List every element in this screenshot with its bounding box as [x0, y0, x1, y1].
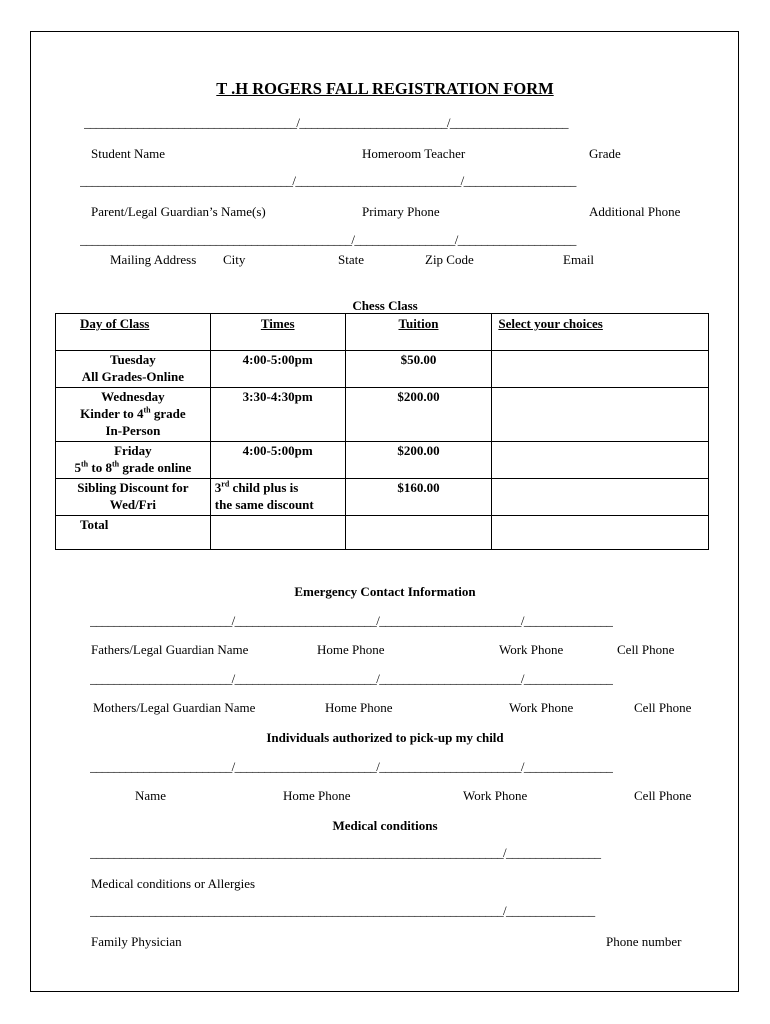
medical-conditions-label: Medical conditions or Allergies	[91, 876, 256, 891]
day-detail: All Grades-Online	[81, 369, 184, 384]
select-choice-cell[interactable]	[492, 479, 709, 516]
primary-phone-label: Primary Phone	[362, 204, 440, 219]
select-choices-header: Select your choices	[492, 314, 709, 351]
father-work-phone-label: Work Phone	[499, 642, 564, 657]
table-row	[56, 351, 709, 388]
times-cell: 4:00-5:00pm	[210, 351, 345, 388]
father-contact-line[interactable]: ________________________/________________________/________________________/_______________	[90, 614, 613, 628]
total-label: Total	[56, 516, 211, 550]
emergency-contact-heading: Emergency Contact Information	[294, 584, 476, 599]
mother-contact-line[interactable]: ________________________/________________________/________________________/_______________	[90, 672, 613, 686]
total-cell[interactable]	[345, 516, 492, 550]
day-name: Tuesday	[110, 352, 156, 367]
day-name: Wednesday	[101, 389, 165, 404]
state-label: State	[338, 252, 364, 267]
times-cell: 3rd child plus is the same discount	[210, 479, 345, 516]
table-header-row	[56, 314, 709, 351]
day-cell	[56, 442, 211, 479]
tuition-cell: $160.00	[345, 479, 492, 516]
times-cell: 4:00-5:00pm	[210, 442, 345, 479]
total-row	[56, 516, 709, 550]
medical-conditions-line[interactable]: ______________________________________________________________________/________________	[90, 846, 601, 860]
zip-code-label: Zip Code	[425, 252, 474, 267]
mother-name-label: Mothers/Legal Guardian Name	[93, 700, 256, 715]
day-mode: In-Person	[105, 423, 161, 438]
pickup-heading: Individuals authorized to pick-up my child	[266, 730, 504, 745]
day-cell	[56, 351, 211, 388]
mailing-address-label: Mailing Address	[110, 252, 197, 267]
table-row	[56, 442, 709, 479]
father-name-label: Fathers/Legal Guardian Name	[91, 642, 249, 657]
pickup-home-phone-label: Home Phone	[283, 788, 351, 803]
total-cell[interactable]	[210, 516, 345, 550]
tuition-cell: $50.00	[345, 351, 492, 388]
pickup-name-label: Name	[135, 788, 167, 803]
form-title: T .H ROGERS FALL REGISTRATION FORM	[216, 79, 554, 98]
homeroom-teacher-label: Homeroom Teacher	[362, 146, 466, 161]
select-choice-cell[interactable]	[492, 442, 709, 479]
tuition-header: Tuition	[345, 314, 492, 351]
email-label: Email	[563, 252, 595, 267]
pickup-work-phone-label: Work Phone	[463, 788, 528, 803]
city-label: City	[223, 252, 246, 267]
select-choice-cell[interactable]	[492, 351, 709, 388]
table-row	[56, 388, 709, 442]
father-home-phone-label: Home Phone	[317, 642, 385, 657]
day-of-class-header: Day of Class	[56, 314, 211, 351]
guardian-info-line[interactable]: ____________________________________/____________________________/___________________	[80, 174, 576, 188]
mother-home-phone-label: Home Phone	[325, 700, 393, 715]
chess-class-caption: Chess Class	[352, 298, 418, 313]
times-cell: 3:30-4:30pm	[210, 388, 345, 442]
mother-work-phone-label: Work Phone	[509, 700, 574, 715]
physician-phone-label: Phone number	[606, 934, 682, 949]
day-detail: Kinder to 4th grade	[80, 405, 186, 421]
guardian-name-label: Parent/Legal Guardian’s Name(s)	[91, 204, 266, 219]
day-name: Sibling Discount for	[77, 480, 189, 495]
day-cell	[56, 479, 211, 516]
chess-class-table	[55, 313, 709, 550]
medical-heading: Medical conditions	[332, 818, 438, 833]
times-header: Times	[210, 314, 345, 351]
additional-phone-label: Additional Phone	[589, 204, 681, 219]
pickup-contact-line[interactable]: ________________________/________________________/________________________/_______________	[90, 760, 613, 774]
day-detail: 5th to 8th grade online	[74, 459, 192, 475]
day-name: Friday	[114, 443, 152, 458]
address-info-line[interactable]: ______________________________________________/_________________/____________________	[80, 233, 576, 247]
day-detail: Wed/Fri	[109, 497, 156, 512]
physician-line[interactable]: ______________________________________________________________________/_______________	[90, 904, 595, 918]
student-name-label: Student Name	[91, 146, 166, 161]
family-physician-label: Family Physician	[91, 934, 182, 949]
grade-label: Grade	[589, 146, 621, 161]
table-row	[56, 479, 709, 516]
total-cell[interactable]	[492, 516, 709, 550]
father-cell-phone-label: Cell Phone	[617, 642, 675, 657]
student-info-line[interactable]: ____________________________________/_________________________/____________________	[84, 116, 568, 130]
tuition-cell: $200.00	[345, 388, 492, 442]
tuition-cell: $200.00	[345, 442, 492, 479]
day-cell	[56, 388, 211, 442]
select-choice-cell[interactable]	[492, 388, 709, 442]
mother-cell-phone-label: Cell Phone	[634, 700, 692, 715]
pickup-cell-phone-label: Cell Phone	[634, 788, 692, 803]
